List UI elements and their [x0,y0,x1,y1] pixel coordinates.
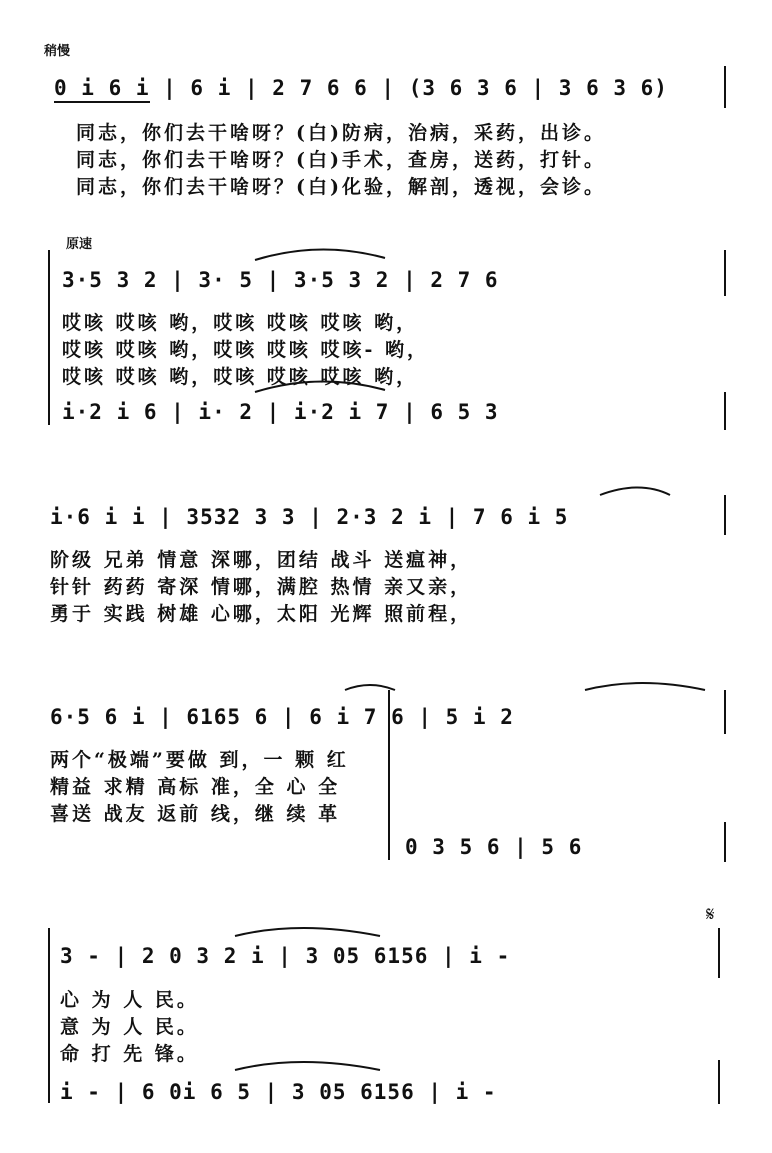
section3-notes: i·6 i i | 3532 3 3 | 2·3 2 i | 7 6 i 5 [50,505,569,529]
tempo-mark-original: 原速 [66,237,93,252]
section3-lyric-verse2: 针针 药药 寄深 情哪，满腔 热情 亲又亲， [50,576,473,598]
section1-lyric-verse2: 同志，你们去干啥呀？(白)手术，查房，送药，打针。 [76,149,606,171]
section4-lower-notes: 0 3 5 6 | 5 6 [405,835,583,859]
section2-lyric-verse2: 哎咳 哎咳 哟，哎咳 哎咳 哎咳- 哟， [62,339,429,361]
section5-lyric-verse2: 意 为 人 民。 [60,1016,199,1038]
section3-lyric-verse3: 勇于 实践 树雄 心哪，太阳 光辉 照前程， [50,603,473,625]
slur-section5-lower [235,1062,380,1070]
section5-lower-notes: i - | 6 0i 6 5 | 3 05 6156 | i - [60,1080,497,1104]
section5-upper-notes: 3 - | 2 0 3 2 i | 3 05 6156 | i - [60,944,511,968]
section2-lyric-verse3: 哎咳 哎咳 哟，哎咳 哎咳 哎咳 哟， [62,366,419,388]
section1-lyric-verse1: 同志，你们去干啥呀？(白)防病，治病，采药，出诊。 [76,122,606,144]
section4-lyric-verse1: 两个“极端”要做 到，一 颗 红 [50,749,349,771]
slur-section2-lower [255,381,385,392]
section3-lyric-verse1: 阶级 兄弟 情意 深哪，团结 战斗 送瘟神， [50,549,473,571]
section2-lyric-verse1: 哎咳 哎咳 哟，哎咳 哎咳 哎咳 哟， [62,312,419,334]
section5-lyric-verse1: 心 为 人 民。 [60,989,199,1011]
slur-section5-upper [235,928,380,936]
slur-section4-right [585,683,705,690]
section2-upper-notes: 3·5 3 2 | 3· 5 | 3·5 3 2 | 2 7 6 [62,268,499,292]
slur-section4-left [345,685,395,690]
slur-section3 [600,488,670,496]
section4-lyric-verse3: 喜送 战友 返前 线，继 续 革 [50,803,341,825]
section4-lyric-verse2: 精益 求精 高标 准，全 心 全 [50,776,341,798]
section5-lyric-verse3: 命 打 先 锋。 [60,1043,199,1065]
segno-icon: 𝄋 [706,902,715,926]
section4-notes: 6·5 6 i | 6165 6 | 6 i 7 6 | 5 i 2 [50,705,514,729]
section1-lyric-verse3: 同志，你们去干啥呀？(白)化验，解剖，透视，会诊。 [76,176,606,198]
tempo-mark-slightly-slow: 稍慢 [44,44,71,59]
section2-lower-notes: i·2 i 6 | i· 2 | i·2 i 7 | 6 5 3 [62,400,499,424]
section1-notes: 0 i 6 i | 6 i | 2 7 6 6 | (3 6 3 6 | 3 6 3 6) [54,76,668,100]
slur-section2-upper [255,249,385,260]
